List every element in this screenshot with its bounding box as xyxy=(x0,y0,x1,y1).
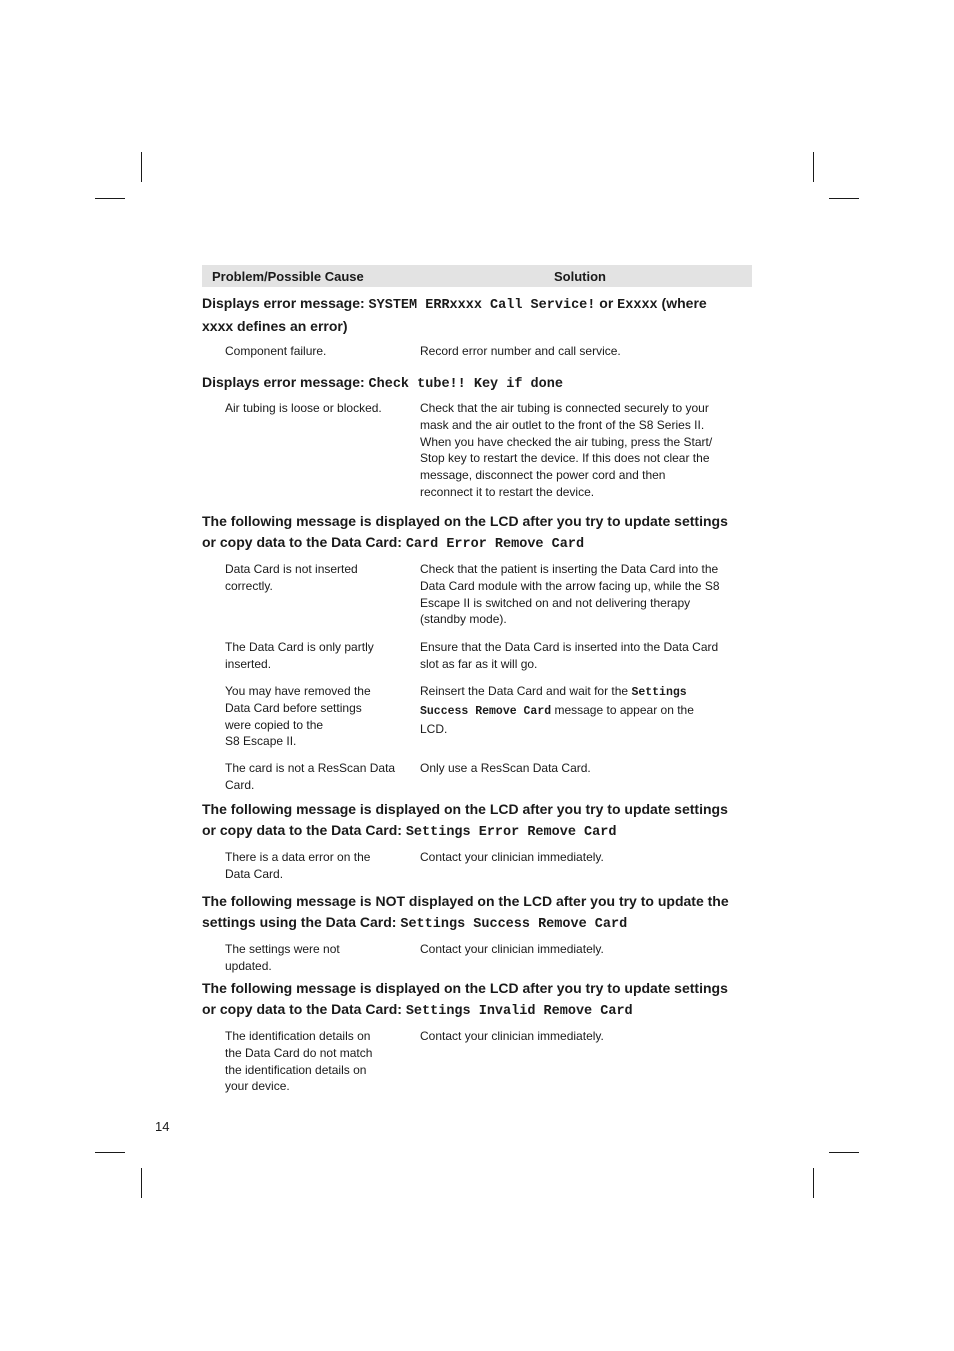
header-solution: Solution xyxy=(554,269,606,284)
lcd-message: Settings Success Remove Card xyxy=(400,917,628,932)
solution-cell: Only use a ResScan Data Card. xyxy=(420,761,591,775)
section-heading: Displays error message: Check tube!! Key if done xyxy=(202,374,563,392)
cause-cell: The card is not a ResScan Data Card. xyxy=(225,761,396,792)
cause-cell: Air tubing is loose or blocked. xyxy=(225,401,382,415)
table-row xyxy=(202,683,752,760)
troubleshooting-table xyxy=(202,265,752,1098)
table-row xyxy=(202,561,752,639)
crop-mark xyxy=(813,152,814,182)
lcd-message: Card Error Remove Card xyxy=(405,537,585,552)
solution-cell: Contact your clinician immediately. xyxy=(420,1029,604,1043)
lcd-message: Settings xyxy=(631,686,687,699)
table-header xyxy=(202,265,752,287)
section-heading: The following message is NOT displayed on the LCD after you try to update the settings using the Data Card: Settings Success Remove Card xyxy=(202,893,729,932)
cause-cell: The settings were not updated. xyxy=(225,942,340,973)
cause-cell: The Data Card is only partly inserted. xyxy=(225,640,374,671)
solution-cell: Ensure that the Data Card is inserted into the Data Card slot as far as it will go. xyxy=(420,640,719,671)
header-problem: Problem/Possible Cause xyxy=(212,269,364,284)
crop-mark xyxy=(813,1168,814,1198)
cause-cell: The identification details on the Data Card do not match the identification details on your device. xyxy=(225,1029,373,1094)
solution-cell: Reinsert the Data Card and wait for the Settings Success Remove Card message to appear on the LCD. xyxy=(420,684,694,736)
crop-mark xyxy=(141,152,142,182)
lcd-message: SYSTEM ERRxxxx Call Service! xyxy=(368,298,596,313)
solution-cell: Record error number and call service. xyxy=(420,344,621,358)
solution-cell: Contact your clinician immediately. xyxy=(420,850,604,864)
solution-cell: Check that the air tubing is connected securely to your mask and the air outlet to the front of the S8 Series II. When you have checked the air tubing, press the Start/ Stop key to restart the device. If this does not clear the message, disconnect the power cord and then reconnect it to restart the device. xyxy=(420,401,713,499)
crop-mark xyxy=(95,1152,125,1153)
cause-cell: Component failure. xyxy=(225,344,327,358)
table-row xyxy=(202,1028,752,1098)
cause-cell: Data Card is not inserted correctly. xyxy=(225,562,358,593)
crop-mark xyxy=(95,198,125,199)
lcd-message: Settings Error Remove Card xyxy=(405,825,617,840)
lcd-message: Check tube!! Key if done xyxy=(368,377,563,392)
table-row xyxy=(202,639,752,683)
table-row xyxy=(202,941,752,978)
cause-cell: There is a data error on the Data Card. xyxy=(225,850,371,881)
solution-cell: Check that the patient is inserting the Data Card into the Data Card module with the arrow facing up, while the S8 Escape II is switched on and not delivering therapy (standby mode). xyxy=(420,562,720,627)
solution-cell: Contact your clinician immediately. xyxy=(420,942,604,956)
section-heading: The following message is displayed on the LCD after you try to update settings or copy data to the Data Card: Settings Invalid Remove Card xyxy=(202,980,728,1019)
lcd-message: Success Remove Card xyxy=(420,704,552,718)
lcd-message: Exxxx xyxy=(617,298,658,313)
crop-mark xyxy=(829,198,859,199)
lcd-message: Settings Invalid Remove Card xyxy=(405,1004,633,1019)
crop-mark xyxy=(829,1152,859,1153)
crop-mark xyxy=(141,1168,142,1198)
table-row xyxy=(202,849,752,891)
table-row xyxy=(202,760,752,799)
section-heading: The following message is displayed on the LCD after you try to update settings or copy data to the Data Card: Settings Error Remove Card xyxy=(202,801,728,840)
table-row xyxy=(202,343,752,372)
section-heading: The following message is displayed on the LCD after you try to update settings or copy data to the Data Card: Card Error Remove Card xyxy=(202,513,728,552)
page-number: 14 xyxy=(155,1119,170,1134)
table-row xyxy=(202,400,752,511)
section-heading: Displays error message: SYSTEM ERRxxxx Call Service! or Exxxx (where xxxx defines an error) xyxy=(202,295,707,334)
cause-cell: You may have removed the Data Card before settings were copied to the S8 Escape II. xyxy=(225,684,371,749)
